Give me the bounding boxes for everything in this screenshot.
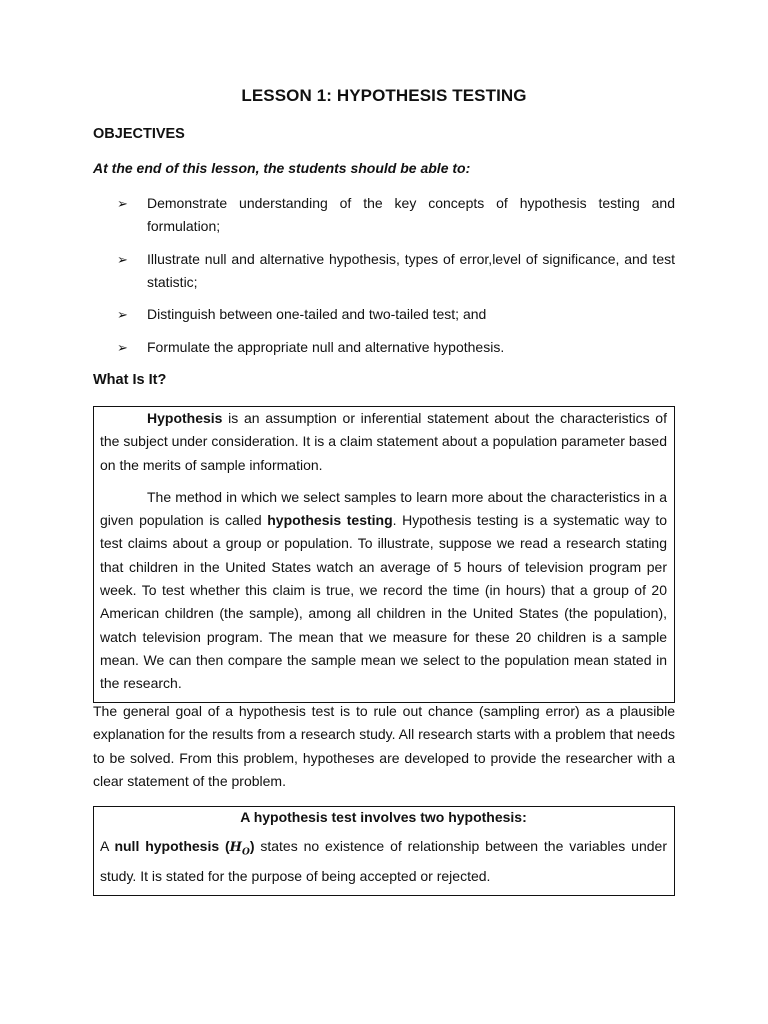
arrow-bullet-icon: ➢ [117,339,128,355]
objective-item [93,336,675,359]
two-hypothesis-title: A hypothesis test involves two hypothesis: [240,809,527,825]
objectives-list [93,192,675,368]
null-hypothesis-symbol-var: H [229,840,242,855]
hypothesis-term: Hypothesis [147,410,223,426]
null-hypothesis-term: null hypothesis [114,838,220,854]
objective-item [93,248,675,294]
null-hypothesis-paren-open: ( [219,838,230,854]
objective-text: Demonstrate understanding of the key concepts of hypothesis testing and formulation; [147,195,675,234]
two-hypothesis-box [93,806,675,896]
objectives-intro: At the end of this lesson, the students should be able to: [93,160,471,176]
arrow-bullet-icon: ➢ [117,251,128,267]
null-hypothesis-paragraph [100,835,667,888]
objective-text: Formulate the appropriate null and alternative hypothesis. [147,338,505,355]
hypothesis-testing-text: . Hypothesis testing is a systematic way to test claims about a group or population. To illustrate, suppose we read a research stating that children in the United States watch an average of 5 hours of television program per week. To test whether this claim is true, we record the time (in hours) that a group of 20 American children (the sample), among all children in the United States (the population), watch television program. The mean that we measure for these 20 children is a sample mean. We can then compare the sample mean we select to the population mean stated in the research. [100,512,667,692]
objective-item [93,192,675,238]
objective-item [93,303,675,326]
hypothesis-definition-text: is an assumption or inferential statement about the characteristics of the subject under consideration. It is a claim statement about a population parameter based on the merits of sample information. [100,410,667,473]
what-is-it-heading: What Is It? [93,372,167,388]
null-hypothesis-lead: A [100,838,115,854]
general-goal-paragraph: The general goal of a hypothesis test is to rule out chance (sampling error) as a plausible explanation for the results from a research study. All research starts with a problem that needs to be solved. From this problem, hypotheses are developed to provide the researcher with a clear statement of the problem. [93,703,675,789]
objective-text: Illustrate null and alternative hypothesis, types of error,level of significance, and test statistic; [147,250,675,290]
hypothesis-testing-term: hypothesis testing [267,512,393,529]
objective-text: Distinguish between one-tailed and two-tailed test; and [147,306,487,322]
hypothesis-testing-intro: The method in which we select samples to learn more about the characteristics in a given population is called [100,488,667,529]
arrow-bullet-icon: ➢ [117,196,128,211]
hypothesis-definition [100,407,667,477]
null-hypothesis-paren-close: ) [249,838,255,854]
lesson-title: LESSON 1: HYPOTHESIS TESTING [241,86,527,105]
hypothesis-testing-paragraph [100,486,667,696]
arrow-bullet-icon: ➢ [117,307,128,322]
objectives-heading: OBJECTIVES [93,126,185,142]
null-hypothesis-symbol [229,840,250,858]
definition-box [93,406,675,703]
null-hypothesis-text: states no existence of relationship between the variables under study. It is stated for the purpose of being accepted or rejected. [100,838,667,884]
null-hypothesis-symbol-sub: O [241,847,250,858]
